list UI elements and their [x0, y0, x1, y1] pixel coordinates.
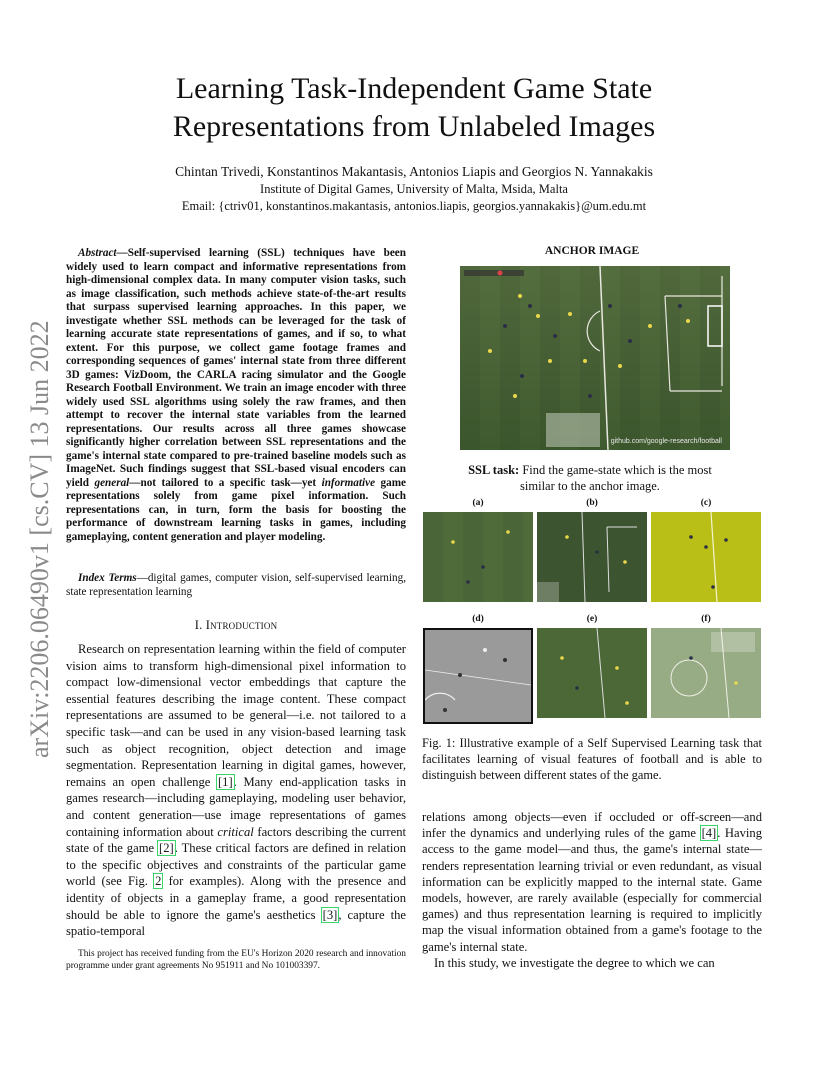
- candidate-image-a: [423, 512, 533, 602]
- anchor-image-title: ANCHOR IMAGE: [544, 245, 640, 257]
- abstract-text-1: —Self-supervised learning (SSL) techniques have been widely used to learn compact and informative representations from high-dimensional complex data. In many computer vision tasks, such as image classification, such methods achieve state-of-the-art results that surpass supervised learning approaches. In this paper, we investigate whether SSL methods can be leveraged for the task of learning accurate state representations of games, and if so, to what extent. For this purpose, we collect game footage frames and corresponding sequences of games' internal state from three different 3D games: VizDoom, the CARLA racing simulator and the Google Research Football Environment. We train an image encoder with three widely used SSL algorithms using solely the raw frames, and then attempt to recover the internal state variables from the learned representations. Our results across all three games showcase significantly higher correlation between SSL representations and the game's internal state compared to pre-trained baseline models such as ImageNet. Such findings suggest that SSL-based visual encoders can yield: [66, 247, 406, 489]
- candidate-image-e: [537, 628, 647, 718]
- arxiv-stamp: [10, 290, 62, 760]
- candidate-image-b: [537, 512, 647, 602]
- figure-link-2[interactable]: 2: [155, 874, 162, 889]
- abstract-em-general: general: [94, 476, 130, 489]
- index-terms-text: —digital games, computer vision, self-supervised learning, state representation learning: [66, 572, 406, 598]
- image-watermark: github.com/google-research/football: [610, 438, 722, 445]
- candidate-image-d: [423, 628, 533, 724]
- arxiv-id: arXiv:2206.06490v1 [cs.CV] 13 Jun 2022: [25, 320, 54, 758]
- intro-text-6: , capture the spatio-temporal: [66, 907, 407, 939]
- abstract-label: Abstract: [78, 247, 117, 259]
- paper-title: Learning Task-Independent Game State Representations from Unlabeled Images: [172, 72, 656, 143]
- sublabel-d: (d): [472, 614, 484, 624]
- section-number: I.: [194, 618, 206, 632]
- figure-caption: Fig. 1: Illustrative example of a Self Supervised Learning task that facilitates learning of visual features of football and is able to distinguish between different states of the game.: [422, 736, 762, 782]
- abstract: [66, 247, 406, 544]
- intro-text-3: factors describing the current state of the game: [66, 824, 406, 856]
- ssl-task-text: [450, 462, 730, 494]
- ssl-task-description: Find the game-state which is the most similar to the anchor image.: [519, 463, 712, 493]
- sublabel-e: (e): [586, 614, 598, 624]
- intro-text-1: Research on representation learning within the field of computer vision aims to transform high-dimensional pixel information to compact low-dimensional vector embeddings that capture the essential features describing the image content. These compact representations are assumed to be general—i.e. not tailored to a specific task—and can be used in any vision-based learning task such as object recognition, object detection and image segmentation. Representation learning in digital games, however, remains an open challenge: [66, 642, 406, 789]
- index-terms: [66, 572, 406, 599]
- authors: Chintan Trivedi, Konstantinos Makantasis, Antonios Liapis and Georgios N. Yannakakis: [175, 164, 653, 179]
- intro-text-4: . These critical factors are defined in relation to the specific objectives and constraints of the particular game world (see Fig.: [66, 841, 406, 889]
- sublabel-f: (f): [701, 614, 711, 624]
- right-text-2: . Having access to the game model—and thus, the game's internal state—renders representation learning trivial or even redundant, as visual information can be explicitly mapped to the internal state. Game models, however, are rarely available (especially for commercial games) and thus representation learning is required to implicitly map the visual information obtained from a game's footage to the game's internal state.: [422, 826, 763, 954]
- candidate-image-c: [651, 512, 761, 602]
- footnote: This project has received funding from the EU's Horizon 2020 research and innovation programme under grant agreements No 951911 and No 101003397.: [66, 949, 406, 971]
- abstract-text-2: —not tailored to a specific task—yet: [129, 476, 322, 489]
- sublabel-a: (a): [472, 498, 484, 508]
- introduction-text: [66, 641, 406, 940]
- abstract-em-informative: informative: [321, 476, 376, 489]
- section-heading: [66, 618, 406, 633]
- intro-text-2: . Many end-application tasks in games research—including gameplaying, modeling user behavior, and content generation—use image representations of games containing information about: [66, 774, 407, 839]
- sublabel-b: (b): [586, 498, 598, 508]
- citation-link-3[interactable]: [3]: [322, 907, 338, 922]
- intro-em-critical: critical: [217, 824, 254, 839]
- email: Email: {ctriv01, konstantinos.makantasis, antonios.liapis, georgios.yannakakis}@um.edu.mt: [181, 199, 647, 213]
- right-paragraph-1: [422, 809, 762, 955]
- abstract-text-3: game representations solely from game pixel information. Such representations can, in turn, form the basis for boosting the performance of downstream learning tasks in games, including gameplaying, content generation and player modeling.: [66, 476, 406, 543]
- index-terms-label: Index Terms: [78, 572, 137, 584]
- citation-link-2[interactable]: [2]: [159, 841, 174, 856]
- intro-text-5: for examples). Along with the presence and identity of objects in a gameplay frame, a good representation should be able to ignore the game's aesthetics: [66, 874, 406, 922]
- citation-link-1[interactable]: [1]: [217, 774, 233, 789]
- section-title: Introduction: [205, 618, 278, 632]
- citation-link-4[interactable]: [4]: [701, 826, 717, 841]
- anchor-image: [460, 266, 730, 450]
- ssl-task-label: SSL task:: [468, 463, 520, 477]
- sublabel-c: (c): [700, 498, 712, 508]
- affiliation: Institute of Digital Games, University of Malta, Msida, Malta: [260, 182, 568, 196]
- right-paragraph-2: In this study, we investigate the degree to which we can: [434, 955, 715, 970]
- right-text-1: relations among objects—even if occluded or off-screen—and infer the dynamics and underlying rules of the game: [422, 810, 762, 841]
- right-column-text: [422, 809, 762, 971]
- candidate-image-f: [651, 628, 761, 718]
